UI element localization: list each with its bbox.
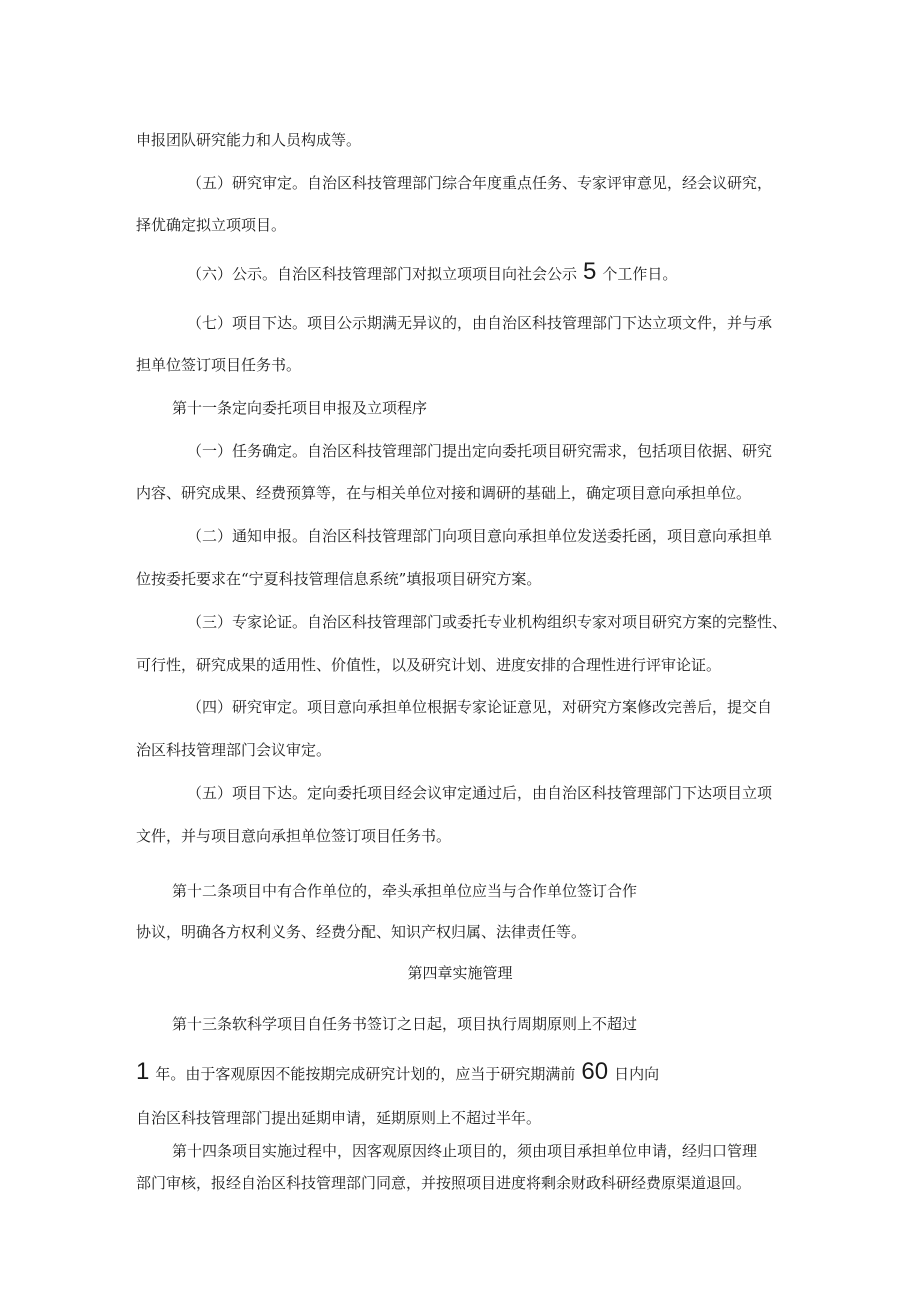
paragraph-line: 自治区科技管理部门提出延期申请，延期原则上不超过半年。 bbox=[136, 1109, 542, 1127]
paragraph-line: 部门审核，报经自治区科技管理部门同意，并按照项目进度将剩余财政科研经费原渠道退回。 bbox=[136, 1174, 752, 1192]
paragraph-line: 第十三条软科学项目自任务书签订之日起，项目执行周期原则上不超过 bbox=[172, 1015, 638, 1033]
paragraph-line: （三）专家论证。自治区科技管理部门或委托专业机构组织专家对项目研究方案的完整性、 bbox=[187, 613, 788, 631]
paragraph-line bbox=[187, 258, 678, 285]
text-span: 日内向 bbox=[614, 1065, 660, 1083]
paragraph-line: 可行性，研究成果的适用性、价值性，以及研究计划、进度安排的合理性进行评审论证。 bbox=[136, 656, 722, 674]
text-span: 个工作日。 bbox=[602, 265, 678, 283]
paragraph-line: 治区科技管理部门会议审定。 bbox=[136, 741, 332, 759]
paragraph-line bbox=[136, 1058, 660, 1085]
paragraph-line: （四）研究审定。项目意向承担单位根据专家论证意见，对研究方案修改完善后，提交自 bbox=[187, 698, 773, 716]
paragraph-line: 择优确定拟立项项目。 bbox=[136, 216, 287, 234]
paragraph-line: （二）通知申报。自治区科技管理部门向项目意向承担单位发送委托函，项目意向承担单 bbox=[187, 527, 773, 545]
paragraph-line: 文件，并与项目意向承担单位签订项目任务书。 bbox=[136, 827, 452, 845]
paragraph-line: 第十四条项目实施过程中，因客观原因终止项目的，须由项目承担单位申请，经归口管理 bbox=[172, 1142, 758, 1160]
paragraph-line: 担单位签订项目任务书。 bbox=[136, 356, 302, 374]
paragraph-line: 内容、研究成果、经费预算等，在与相关单位对接和调研的基础上，确定项目意向承担单位。 bbox=[136, 484, 752, 502]
chapter-heading: 第四章实施管理 bbox=[407, 964, 513, 982]
highlight-number: 1 bbox=[136, 1058, 150, 1085]
text-span: （六）公示。自治区科技管理部门对拟立项项目向社会公示 bbox=[187, 265, 578, 283]
paragraph-line: （七）项目下达。项目公示期满无异议的，由自治区科技管理部门下达立项文件，并与承 bbox=[187, 314, 773, 332]
paragraph-line: （一）任务确定。自治区科技管理部门提出定向委托项目研究需求，包括项目依据、研究 bbox=[187, 442, 773, 460]
highlight-number: 5 bbox=[583, 258, 597, 285]
paragraph-line: （五）研究审定。自治区科技管理部门综合年度重点任务、专家评审意见，经会议研究， bbox=[187, 174, 773, 192]
highlight-number: 60 bbox=[581, 1058, 609, 1085]
paragraph-line: 第十二条项目中有合作单位的，牵头承担单位应当与合作单位签订合作 bbox=[172, 882, 638, 900]
article-title: 第十一条定向委托项目申报及立项程序 bbox=[172, 399, 428, 417]
paragraph-line: 协议，明确各方权利义务、经费分配、知识产权归属、法律责任等。 bbox=[136, 923, 587, 941]
text-span: 年。由于客观原因不能按期完成研究计划的，应当于研究期满前 bbox=[155, 1065, 576, 1083]
paragraph-line: 申报团队研究能力和人员构成等。 bbox=[136, 131, 362, 149]
paragraph-line: 位按委托要求在“宁夏科技管理信息系统”填报项目研究方案。 bbox=[136, 570, 542, 588]
paragraph-line: （五）项目下达。定向委托项目经会议审定通过后，由自治区科技管理部门下达项目立项 bbox=[187, 784, 773, 802]
